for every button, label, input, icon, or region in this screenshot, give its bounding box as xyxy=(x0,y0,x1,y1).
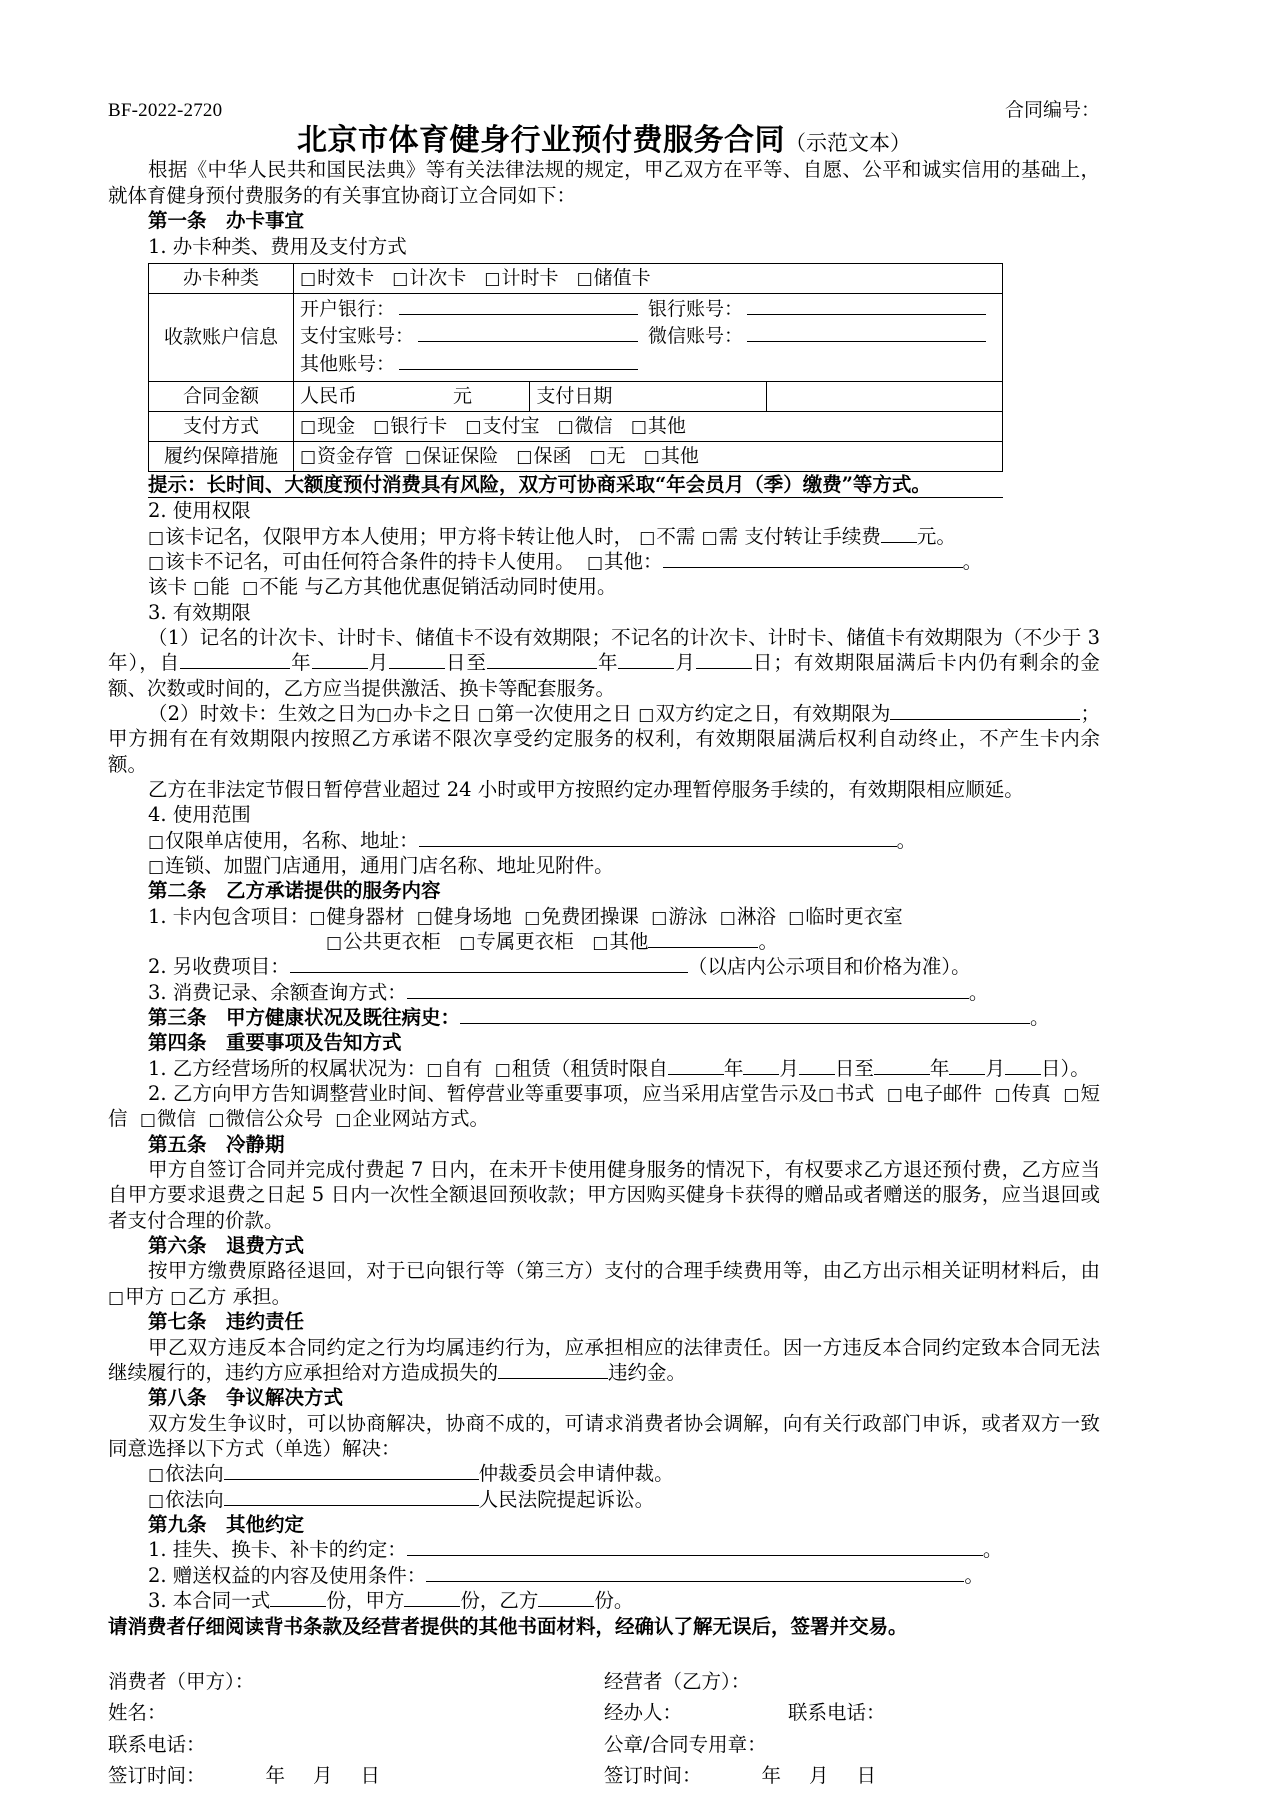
checkbox-notify-4[interactable]: □ 微信 xyxy=(140,1107,196,1130)
checkbox-chain-stores[interactable]: □ 连锁、加盟门店通用，通用门店名称、地址见附件。 xyxy=(148,854,614,877)
field-bank-account[interactable]: 银行账号： xyxy=(648,296,996,324)
scope-option-1: □ 仅限单店使用，名称、地址： 。 xyxy=(108,828,1100,853)
checkbox-premises-leased[interactable]: □ 租赁（租赁时限自 xyxy=(495,1057,668,1080)
lease-end-month-input[interactable] xyxy=(949,1074,985,1075)
lease-start-year-input[interactable] xyxy=(668,1074,724,1075)
preamble: 根据《中华人民共和国民法典》等有关法律法规的规定，甲乙双方在平等、自愿、公平和诚实信用的基础上，就体育健身预付费服务的有关事宜协商订立合同如下： xyxy=(108,158,1100,207)
usage-right-line-1: □ 该卡记名，仅限甲方本人使用；甲方将卡转让他人时， □ 不需 □ 需 支付转让手续费 元。 xyxy=(108,524,1100,549)
card-loss-terms-input[interactable] xyxy=(407,1555,983,1556)
article-9-title: 第九条 其他约定 xyxy=(148,1512,305,1536)
article-2-item-2: 2. 另收费项目： （以店内公示项目和价格为准）。 xyxy=(148,955,971,979)
checkbox-premises-owned[interactable]: □ 自有 xyxy=(426,1057,482,1080)
table-row-guarantee xyxy=(149,441,1003,471)
article-1-sub-2-title: 2. 使用权限 xyxy=(148,499,251,523)
article-1-title: 第一条 办卡事宜 xyxy=(148,209,305,233)
checkbox-pay-method-1[interactable]: □ 银行卡 xyxy=(373,415,447,437)
article-8-body: 双方发生争议时，可以协商解决，协商不成的，可请求消费者协会调解，向有关行政部门申诉，或者双方一致同意选择以下方式（单选）解决： xyxy=(108,1411,1100,1460)
validity-paragraph-1: （1）记名的计次卡、计时卡、储值卡不设有效期限；不记名的计次卡、计时卡、储值卡有效期限为（不少于 3 年），自 年 月 日至 年 月 日；有效期限届满后卡内仍有剩余的金额、次数或时间的，乙方应当提供激活、换卡等配套服务。 xyxy=(108,625,1100,700)
dispute-option-litigation: □ 依法向 人民法院提起诉讼。 xyxy=(108,1487,1100,1512)
pay-method-options xyxy=(294,411,1003,441)
article-5-title: 第五条 冷静期 xyxy=(148,1132,285,1156)
transfer-fee-input[interactable] xyxy=(881,542,917,543)
checkbox-guarantee-4[interactable]: □ 其他 xyxy=(644,445,699,467)
validity-start-month-input[interactable] xyxy=(312,668,368,669)
contract-amount-label: 合同金额 xyxy=(149,381,294,411)
validity-start-day-input[interactable] xyxy=(389,668,445,669)
prepay-risk-tip: 提示：长时间、大额度预付消费具有风险，双方可协商采取“年会员月（季）缴费”等方式。 xyxy=(148,472,1003,498)
checkbox-promo-can[interactable]: □ 能 xyxy=(193,575,230,598)
checkbox-pay-method-4[interactable]: □ 其他 xyxy=(631,415,686,437)
card-type-label: 办卡种类 xyxy=(149,263,294,293)
table-row-account-info xyxy=(149,293,1003,381)
validity-end-day-input[interactable] xyxy=(696,668,752,669)
lease-end-year-input[interactable] xyxy=(874,1074,930,1075)
checkbox-effective-on-first-use[interactable]: □ 第一次使用之日 xyxy=(478,702,632,725)
checkbox-refund-party-b[interactable]: □ 乙方 xyxy=(170,1285,226,1308)
copies-party-b-input[interactable] xyxy=(538,1606,594,1607)
validity-paragraph-3: 乙方在非法定节假日暂停营业超过 24 小时或甲方按照约定办理暂停服务手续的，有效期限相应顺延。 xyxy=(148,777,1024,801)
article-8-title: 第八条 争议解决方式 xyxy=(148,1386,344,1410)
account-line-1 xyxy=(300,296,996,324)
usage-right-line-3: 该卡 □ 能 □ 不能 与乙方其他优惠促销活动同时使用。 xyxy=(108,574,1100,599)
document-title-main: 北京市体育健身行业预付费服务合同 xyxy=(297,122,785,158)
article-1-sub-4-title: 4. 使用范围 xyxy=(148,803,251,827)
checkbox-service-1[interactable]: □ 健身场地 xyxy=(417,905,512,928)
party-a-block xyxy=(108,1666,604,1792)
checkbox-service-6[interactable]: □ 公共更衣柜 xyxy=(326,930,441,953)
validity-start-year-input[interactable] xyxy=(180,668,290,669)
checkbox-litigation[interactable]: □ 依法向 xyxy=(148,1488,224,1511)
party-a-phone-row[interactable]: 联系电话： xyxy=(108,1732,206,1756)
article-4-item-1: 1. 乙方经营场所的权属状况为： □ 自有 □ 租赁（租赁时限自 年 月 日至 年 月 日）。 xyxy=(108,1056,1100,1081)
account-line-3 xyxy=(300,351,996,379)
checkbox-pay-method-3[interactable]: □ 微信 xyxy=(558,415,613,437)
checkbox-service-8[interactable]: □ 其他 xyxy=(592,930,648,953)
other-account-input[interactable] xyxy=(399,352,638,370)
checkbox-notify-5[interactable]: □ 微信公众号 xyxy=(208,1107,323,1130)
account-info-fields xyxy=(294,293,1003,381)
party-b-agent-row[interactable]: 经办人： 联系电话： xyxy=(604,1701,886,1725)
wechat-input[interactable] xyxy=(747,324,986,342)
party-a-title: 消费者（甲方）： xyxy=(108,1669,255,1693)
checkbox-service-0[interactable]: □ 健身器材 xyxy=(309,905,404,928)
guarantee-label: 履约保障措施 xyxy=(149,441,294,471)
checkbox-card-type-1[interactable]: □ 计次卡 xyxy=(392,267,466,289)
account-info-label: 收款账户信息 xyxy=(149,293,294,381)
party-b-block xyxy=(604,1666,1100,1792)
page-header xyxy=(108,100,1100,122)
service-other-input[interactable] xyxy=(648,947,758,948)
guarantee-options xyxy=(294,441,1003,471)
contract-number-label: 合同编号： xyxy=(1004,99,1100,121)
copies-total-input[interactable] xyxy=(270,1606,326,1607)
consumer-notice: 请消费者仔细阅读背书条款及经营者提供的其他书面材料，经确认了解无误后，签署并交易。 xyxy=(108,1615,908,1639)
checkbox-card-registered[interactable]: □ 该卡记名，仅限甲方本人使用；甲方将卡转让他人时， xyxy=(148,525,633,548)
gift-benefit-terms-input[interactable] xyxy=(426,1581,964,1582)
dispute-option-arbitration: □ 依法向 仲裁委员会申请仲裁。 xyxy=(108,1461,1100,1486)
article-2-item-1: 1. 卡内包含项目： □ 健身器材 □ 健身场地 □ 免费团操课 □ 游泳 □ 淋浴 □ 临时更衣室 xyxy=(108,904,1100,929)
alipay-input[interactable] xyxy=(418,324,638,342)
arbitration-commission-input[interactable] xyxy=(224,1479,479,1480)
court-input[interactable] xyxy=(224,1505,479,1506)
record-query-input[interactable] xyxy=(407,998,969,999)
table-row-amount xyxy=(149,381,1003,411)
form-code: BF-2022-2720 xyxy=(108,100,223,121)
checkbox-transfer-fee-yes[interactable]: □ 需 xyxy=(702,525,739,548)
checkbox-promo-cannot[interactable]: □ 不能 xyxy=(242,575,298,598)
validity-end-year-input[interactable] xyxy=(487,668,597,669)
checkbox-guarantee-2[interactable]: □ 保函 xyxy=(516,445,571,467)
single-store-address-input[interactable] xyxy=(419,846,897,847)
pay-date-label: 支付日期 xyxy=(530,381,766,411)
checkbox-service-4[interactable]: □ 淋浴 xyxy=(720,905,776,928)
article-6-body: 按甲方缴费原路径退回，对于已向银行等（第三方）支付的合理手续费用等，由乙方出示相关证明材料后，由□ 甲方 □ 乙方 承担。 xyxy=(108,1258,1100,1309)
article-9-item-2: 2. 赠送权益的内容及使用条件： 。 xyxy=(148,1563,984,1587)
party-a-date-row[interactable]: 签订时间： 年 月 日 xyxy=(108,1764,381,1788)
article-9-item-1: 1. 挂失、换卡、补卡的约定： 。 xyxy=(148,1538,1003,1562)
usage-other-input[interactable] xyxy=(663,567,963,568)
field-alipay[interactable]: 支付宝账号： xyxy=(300,323,648,351)
checkbox-notify-2[interactable]: □ 传真 xyxy=(995,1082,1051,1105)
article-2-title: 第二条 乙方承诺提供的服务内容 xyxy=(148,879,441,903)
checkbox-effective-on-purchase[interactable]: □ 办卡之日 xyxy=(376,702,472,725)
field-wechat[interactable]: 微信账号： xyxy=(648,323,996,351)
article-5-body: 甲方自签订合同并完成付费起 7 日内，在未开卡使用健身服务的情况下，有权要求乙方退还预付费，乙方应当自甲方要求退费之日起 5 日内一次性全额退回预收款；甲方因购买健身卡获得的赠品或者赠送的服务，应当退回或者支付合理的价款。 xyxy=(108,1158,1100,1232)
checkbox-pay-method-0[interactable]: □ 现金 xyxy=(300,415,355,437)
card-info-table xyxy=(148,263,1003,472)
checkbox-usage-other[interactable]: □ 其他： xyxy=(587,550,663,573)
pay-date-value[interactable] xyxy=(766,381,1002,411)
article-1-sub-3-title: 3. 有效期限 xyxy=(148,600,251,624)
checkbox-guarantee-0[interactable]: □ 资金存管 xyxy=(300,445,393,467)
checkbox-notify-1[interactable]: □ 电子邮件 xyxy=(887,1082,982,1105)
checkbox-card-type-0[interactable]: □ 时效卡 xyxy=(300,267,374,289)
lease-start-day-input[interactable] xyxy=(799,1074,835,1075)
checkbox-card-type-3[interactable]: □ 储值卡 xyxy=(577,267,651,289)
validity-period-input[interactable] xyxy=(890,719,1080,720)
bank-name-input[interactable] xyxy=(399,297,638,315)
validity-end-month-input[interactable] xyxy=(618,668,674,669)
table-row-pay-method xyxy=(149,411,1003,441)
usage-right-line-2: □ 该卡不记名，可由任何符合条件的持卡人使用。 □ 其他： 。 xyxy=(108,549,1100,574)
signature-block xyxy=(108,1666,1100,1792)
article-9-item-3: 3. 本合同一式 份，甲方 份，乙方 份。 xyxy=(148,1588,634,1612)
checkbox-guarantee-3[interactable]: □ 无 xyxy=(590,445,626,467)
article-4-item-2: 2. 乙方向甲方告知调整营业时间、暂停营业等重要事项，应当采用店堂告示及 □ 书式 □ 电子邮件 □ 传真 □ 短信 □ 微信 □ 微信公众号 □ 企业网站方式。 xyxy=(108,1081,1100,1132)
checkbox-service-7[interactable]: □ 专属更衣柜 xyxy=(459,930,574,953)
checkbox-notify-6[interactable]: □ 企业网站方式。 xyxy=(335,1107,489,1130)
account-line-2 xyxy=(300,323,996,351)
copies-party-a-input[interactable] xyxy=(404,1606,460,1607)
checkbox-refund-party-a[interactable]: □ 甲方 xyxy=(108,1285,164,1308)
article-7-body: 甲乙双方违反本合同约定之行为均属违约行为，应承担相应的法律责任。因一方违反本合同约定致本合同无法继续履行的，违约方应承担给对方造成损失的 违约金。 xyxy=(108,1335,1100,1384)
penalty-amount-input[interactable] xyxy=(498,1378,608,1379)
checkbox-card-type-2[interactable]: □ 计时卡 xyxy=(484,267,558,289)
table-row-card-type xyxy=(149,263,1003,293)
lease-end-day-input[interactable] xyxy=(1005,1074,1041,1075)
field-other-account[interactable]: 其他账号： xyxy=(300,351,648,379)
checkbox-single-store[interactable]: □ 仅限单店使用，名称、地址： xyxy=(148,829,419,852)
pay-method-label: 支付方式 xyxy=(149,411,294,441)
party-a-name-row[interactable]: 姓名： xyxy=(108,1701,167,1725)
article-6-title: 第六条 退费方式 xyxy=(148,1234,305,1258)
validity-paragraph-2: （2）时效卡：生效之日为 □ 办卡之日 □ 第一次使用之日 □ 双方约定之日，有效期限为 ；甲方拥有在有效期限内按照乙方承诺不限次享受约定服务的权利，有效期限届满后权利自动终止，不产生卡内余额。 xyxy=(108,701,1100,777)
party-b-phone-label: 联系电话： xyxy=(788,1701,886,1725)
article-4-title: 第四条 重要事项及告知方式 xyxy=(148,1031,402,1055)
party-b-title: 经营者（乙方）： xyxy=(604,1669,751,1693)
field-bank-name[interactable]: 开户银行： xyxy=(300,296,648,324)
party-b-date-row[interactable]: 签订时间： 年 月 日 xyxy=(604,1764,877,1788)
checkbox-guarantee-1[interactable]: □ 保证保险 xyxy=(405,445,498,467)
bank-account-input[interactable] xyxy=(747,297,986,315)
checkbox-service-5[interactable]: □ 临时更衣室 xyxy=(788,905,903,928)
article-2-item-1-row2: □ 公共更衣柜 □ 专属更衣柜 □ 其他 。 xyxy=(108,929,1100,954)
scope-option-2 xyxy=(108,853,1100,878)
checkbox-service-3[interactable]: □ 游泳 xyxy=(651,905,707,928)
document-title xyxy=(108,124,1100,158)
checkbox-effective-on-agreed-date[interactable]: □ 双方约定之日 xyxy=(638,702,773,725)
checkbox-card-unregistered[interactable]: □ 该卡不记名，可由任何符合条件的持卡人使用。 xyxy=(148,550,575,573)
lease-start-month-input[interactable] xyxy=(743,1074,779,1075)
extra-fee-items-input[interactable] xyxy=(290,972,688,973)
contract-amount-value[interactable]: 人民币 元 xyxy=(294,381,530,411)
article-7-title: 第七条 违约责任 xyxy=(148,1310,305,1334)
article-2-item-3: 3. 消费记录、余额查询方式： 。 xyxy=(148,980,989,1004)
checkbox-notify-3[interactable]: □ 短信 xyxy=(108,1082,1100,1130)
document-title-sub: （示范文本） xyxy=(785,130,911,155)
party-b-seal-row[interactable]: 公章/合同专用章： xyxy=(604,1732,767,1756)
checkbox-notify-0[interactable]: □ 书式 xyxy=(818,1082,874,1105)
article-1-sub-1-title: 1. 办卡种类、费用及支付方式 xyxy=(148,234,407,258)
article-3-title: 第三条 甲方健康状况及既往病史： 。 xyxy=(148,1006,1050,1030)
checkbox-transfer-fee-no[interactable]: □ 不需 xyxy=(639,525,695,548)
card-type-options xyxy=(294,263,1003,293)
checkbox-service-2[interactable]: □ 免费团操课 xyxy=(524,905,639,928)
checkbox-pay-method-2[interactable]: □ 支付宝 xyxy=(465,415,539,437)
checkbox-arbitration[interactable]: □ 依法向 xyxy=(148,1462,224,1485)
health-history-input[interactable] xyxy=(460,1023,1030,1024)
